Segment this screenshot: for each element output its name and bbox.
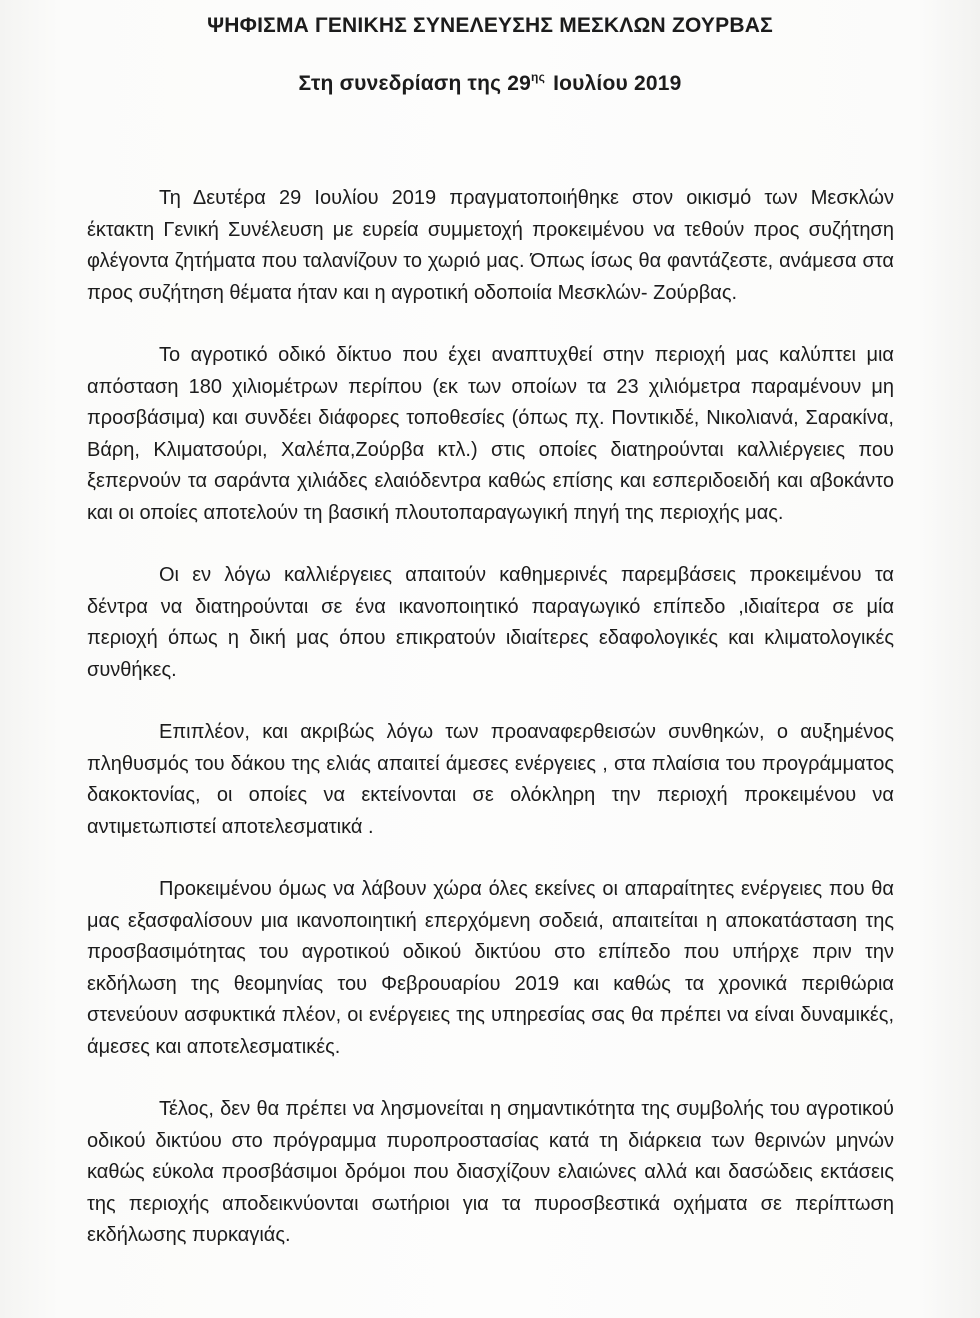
paragraph-4: Επιπλέον, και ακριβώς λόγω των προαναφερθεισών συνθηκών, ο αυξημένος πληθυσμός του δάκου της ελιάς απαιτεί άμεσες ενέργειες , στα πλαίσια του προγράμματος δακοκτονίας, οι οποίες να εκτείνονται σε ολόκληρη την περιοχή προκειμένου να αντιμετωπιστεί αποτελεσματικά . xyxy=(87,721,894,838)
subtitle-month-year: Ιουλίου 2019 xyxy=(547,72,682,95)
subtitle-ordinal-suffix: ης xyxy=(531,70,546,84)
subtitle-date-prefix: Στη συνεδρίαση της 29 xyxy=(298,72,532,95)
paragraph-3: Οι εν λόγω καλλιέργειες απαιτούν καθημερινές παρεμβάσεις προκειμένου τα δέντρα να διατηρούνται σε ένα ικανοποιητικό παραγωγικό επίπεδο ,ιδιαίτερα σε μία περιοχή όπως η δική μας όπου επικρατούν ιδιαίτερες εδαφολογικές και κλιματολογικές συνθήκες. xyxy=(87,564,894,681)
document-subtitle xyxy=(0,72,980,96)
document-body xyxy=(87,183,894,1252)
paragraph-5: Προκειμένου όμως να λάβουν χώρα όλες εκείνες οι απαραίτητες ενέργειες που θα μας εξασφαλίσουν μια ικανοποιητική επερχόμενη σοδειά, απαιτείται η αποκατάσταση της προσβασιμότητας του αγροτικού οδικού δικτύου στο επίπεδο που υπήρχε πριν την εκδήλωση της θεομηνίας του Φεβρουαρίου 2019 και καθώς τα χρονικά περιθώρια στενεύουν ασφυκτικά πλέον, οι ενέργειες της υπηρεσίας σας θα πρέπει να είναι δυναμικές, άμεσες και αποτελεσματικές. xyxy=(87,878,894,1058)
paragraph-1: Τη Δευτέρα 29 Ιουλίου 2019 πραγματοποιήθηκε στον οικισμό των Μεσκλών έκτακτη Γενική Συνέλευση με ευρεία συμμετοχή προκειμένου να τεθούν προς συζήτηση φλέγοντα ζητήματα που ταλανίζουν το χωριό μας. Όπως ίσως θα φαντάζεστε, ανάμεσα στα προς συζήτηση θέματα ήταν και η αγροτική οδοποιία Μεσκλών- Ζούρβας. xyxy=(87,187,894,304)
paragraph-2: Το αγροτικό οδικό δίκτυο που έχει αναπτυχθεί στην περιοχή μας καλύπτει μια απόσταση 180 χιλιομέτρων περίπου (εκ των οποίων τα 23 χιλιόμετρα παραμένουν μη προσβάσιμα) και συνδέει διάφορες τοποθεσίες (όπως πχ. Ποντικιδέ, Νικολιανά, Σαρακίνα, Βάρη, Κλιματσούρι, Χαλέπα,Ζούρβα κτλ.) στις οποίες διατηρούνται καλλιέργειες που ξεπερνούν τα σαράντα χιλιάδες ελαιόδεντρα καθώς επίσης και εσπεριδοειδή και αβοκάντο και οι οποίες αποτελούν τη βασική πλουτοπαραγωγική πηγή της περιοχής μας. xyxy=(87,344,894,524)
paragraph-6: Τέλος, δεν θα πρέπει να λησμονείται η σημαντικότητα της συμβολής του αγροτικού οδικού δικτύου στο πρόγραμμα πυροπροστασίας κατά τη διάρκεια των θερινών μηνών καθώς εύκολα προσβάσιμοι δρόμοι που διασχίζουν ελαιώνες αλλά και δασώδεις εκτάσεις της περιοχής αποδεικνύονται σωτήριοι για τα πυροσβεστικά οχήματα σε περίπτωση εκδήλωσης πυρκαγιάς. xyxy=(87,1098,894,1246)
document-title: ΨΗΦΙΣΜΑ ΓΕΝΙΚΗΣ ΣΥΝΕΛΕΥΣΗΣ ΜΕΣΚΛΩΝ ΖΟΥΡΒΑΣ xyxy=(207,14,773,37)
